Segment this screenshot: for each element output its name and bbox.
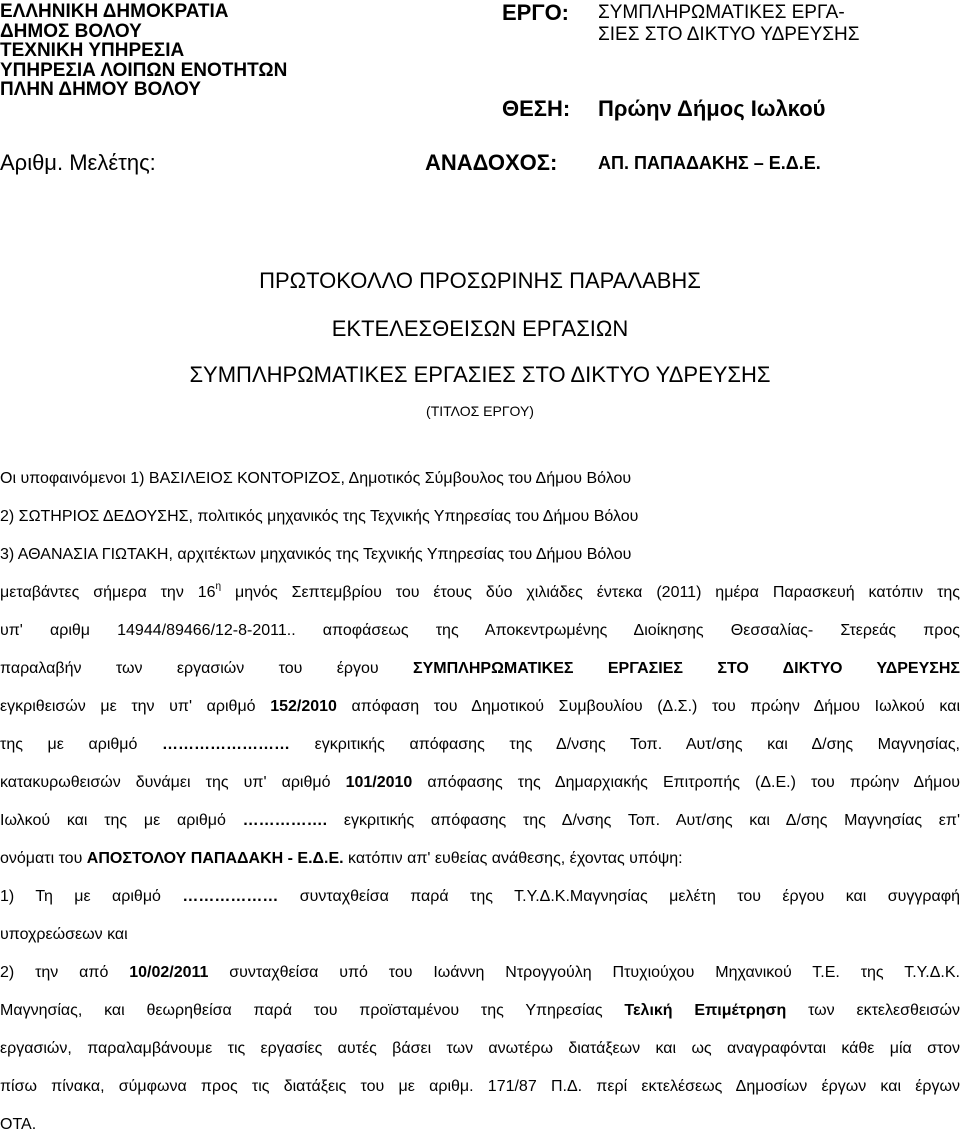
body-text: μεταβάντες σήμερα την 16 [0,584,216,601]
body-line-15 [0,1002,960,1020]
blank-placeholder: ……………… [182,888,279,905]
issuer-line-municipality: ΔΗΜΟΣ ΒΟΛΟΥ [0,20,142,42]
body-line-13: υποχρεώσεων και [0,926,128,943]
position-value: Πρώην Δήμος Ιωλκού [598,96,826,121]
body-line-11 [0,850,683,868]
contractor-value: ΑΠ. ΠΑΠΑΔΑΚΗΣ – Ε.Δ.Ε. [598,153,821,173]
project-label: ΕΡΓΟ: [502,0,570,25]
document-title-caption: (ΤΙΤΛΟΣ ΕΡΓΟΥ) [426,403,534,419]
document-title-line-2: ΕΚΤΕΛΕΣΘΕΙΣΩΝ ΕΡΓΑΣΙΩΝ [331,316,629,341]
body-line-9 [0,774,960,792]
body-line-signatory-1: Οι υποφαινόμενοι 1) ΒΑΣΙΛΕΙΟΣ ΚΟΝΤΟΡΙΖΟΣ, Δημοτικός Σύμβουλος του Δήμου Βόλου [0,470,632,487]
body-text: Μαγνησίας, και θεωρηθείσα παρά του προϊσταμένου της Υπηρεσίας [0,1002,625,1019]
body-text: συνταχθείσα υπό του Ιωάννη Ντρογγούλη Πτυχιούχου Μηχανικού Τ.Ε. της Τ.Υ.Δ.Κ. [208,964,960,981]
body-line-4 [0,581,960,602]
body-text: παραλαβήν των εργασιών του έργου [0,660,414,677]
ordinal-superscript: η [215,581,222,592]
body-line-14 [0,964,960,982]
issuer-line-republic: ΕΛΛΗΝΙΚΗ ΔΗΜΟΚΡΑΤΙΑ [0,1,229,22]
decision-number-bold: 101/2010 [345,774,413,791]
final-measurement-bold: Τελική Επιμέτρηση [624,1002,787,1019]
body-text: 1) Τη με αριθμό [0,888,183,905]
blank-placeholder: ……………. [242,812,328,829]
body-text: συνταχθείσα παρά της Τ.Υ.Δ.Κ.Μαγνησίας μελέτη του έργου και συγγραφή [278,888,960,905]
body-line-16: εργασιών, παραλαμβάνουμε τις εργασίες αυτές βάσει των ανωτέρω διατάξεων και ως αναγραφόνται κάθε μία στον [0,1040,960,1057]
date-bold: 10/02/2011 [129,964,209,981]
project-row [502,0,860,46]
position-row [502,96,825,122]
body-text: 2) την από [0,964,130,981]
body-text: των εκτελεσθεισών [786,1002,960,1019]
project-value-line-1: ΣΥΜΠΛΗΡΩΜΑΤΙΚΕΣ ΕΡΓΑ- [598,2,845,23]
blank-placeholder: …………………… [162,736,291,753]
body-text: κατόπιν απ' ευθείας ανάθεσης, έχοντας υπόψη: [343,850,683,867]
body-text: Ιωλκού και της με αριθμό [0,812,243,829]
body-text: της με αριθμό [0,736,163,753]
project-name-bold: ΣΥΜΠΛΗΡΩΜΑΤΙΚΕΣ ΕΡΓΑΣΙΕΣ ΣΤΟ ΔΙΚΤΥΟ ΥΔΡΕΥΣΗΣ [413,660,960,677]
project-value [598,0,860,46]
contractor-label: ΑΝΑΔΟΧΟΣ: [425,150,558,175]
issuer-block [0,2,420,100]
contractor-row [425,150,821,176]
body-line-6 [0,660,960,678]
body-text: εγκριτικής απόφασης της Δ/νσης Τοπ. Αυτ/σης και Δ/σης Μαγνησίας, [290,736,960,753]
position-label: ΘΕΣΗ: [502,96,571,121]
issuer-line-technical-service: ΤΕΧΝΙΚΗ ΥΠΗΡΕΣΙΑ [0,40,185,61]
body-text: εγκριθεισών με την υπ' αριθμό [0,698,271,715]
body-text: απόφασης της Δημαρχιακής Επιτροπής (Δ.Ε.) του πρώην Δήμου [412,774,960,791]
body-text: μηνός Σεπτεμβρίου του έτους δύο χιλιάδες έντεκα (2011) ημέρα Παρασκευή κατόπιν της [221,584,960,601]
body-line-signatory-3: 3) ΑΘΑΝΑΣΙΑ ΓΙΩΤΑΚΗ, αρχιτέκτων μηχανικός της Τεχνικής Υπηρεσίας του Δήμου Βόλου [0,546,632,563]
body-line-8 [0,736,960,754]
body-line-signatory-2: 2) ΣΩΤΗΡΙΟΣ ΔΕΔΟΥΣΗΣ, πολιτικός μηχανικός της Τεχνικής Υπηρεσίας του Δήμου Βόλου [0,508,639,525]
body-line-10 [0,812,960,830]
body-line-17: πίσω πίνακα, σύμφωνα προς τις διατάξεις του με αριθμ. 171/87 Π.Δ. περί εκτελέσεως Δημοσίων έργων και έργων [0,1078,960,1095]
body-text: κατακυρωθεισών δυνάμει της υπ' αριθμό [0,774,346,791]
body-text: ονόματι του [0,850,87,867]
contractor-name-bold: ΑΠΟΣΤΟΛΟΥ ΠΑΠΑΔΑΚΗ - Ε.Δ.Ε. [86,850,344,867]
body-text: απόφαση του Δημοτικού Συμβουλίου (Δ.Σ.) του πρώην Δήμου Ιωλκού και [336,698,960,715]
body-line-7 [0,698,960,716]
body-line-12 [0,888,960,906]
issuer-line-units-service: ΥΠΗΡΕΣΙΑ ΛΟΙΠΩΝ ΕΝΟΤΗΤΩΝ [0,59,288,81]
body-text: εγκριτικής απόφασης της Δ/νσης Τοπ. Αυτ/σης και Δ/σης Μαγνησίας επ' [327,812,960,829]
body-line-18: ΟΤΑ. [0,1116,37,1133]
decision-number-bold: 152/2010 [270,698,337,715]
study-number-label: Αριθμ. Μελέτης: [0,150,156,175]
document-title-line-1: ΠΡΩΤΟΚΟΛΛΟ ΠΡΟΣΩΡΙΝΗΣ ΠΑΡΑΛΑΒΗΣ [259,268,701,293]
body-line-5: υπ' αριθμ 14944/89466/12-8-2011.. αποφάσεως της Αποκεντρωμένης Διοίκησης Θεσσαλίας- Στερεάς προς [0,622,960,639]
document-title-project-name: ΣΥΜΠΛΗΡΩΜΑΤΙΚΕΣ ΕΡΓΑΣΙΕΣ ΣΤΟ ΔΙΚΤΥΟ ΥΔΡΕΥΣΗΣ [189,362,771,387]
project-value-line-2: ΣΙΕΣ ΣΤΟ ΔΙΚΤΥΟ ΥΔΡΕΥΣΗΣ [598,24,860,45]
issuer-line-except-volos: ΠΛΗΝ ΔΗΜΟΥ ΒΟΛΟΥ [0,79,201,100]
